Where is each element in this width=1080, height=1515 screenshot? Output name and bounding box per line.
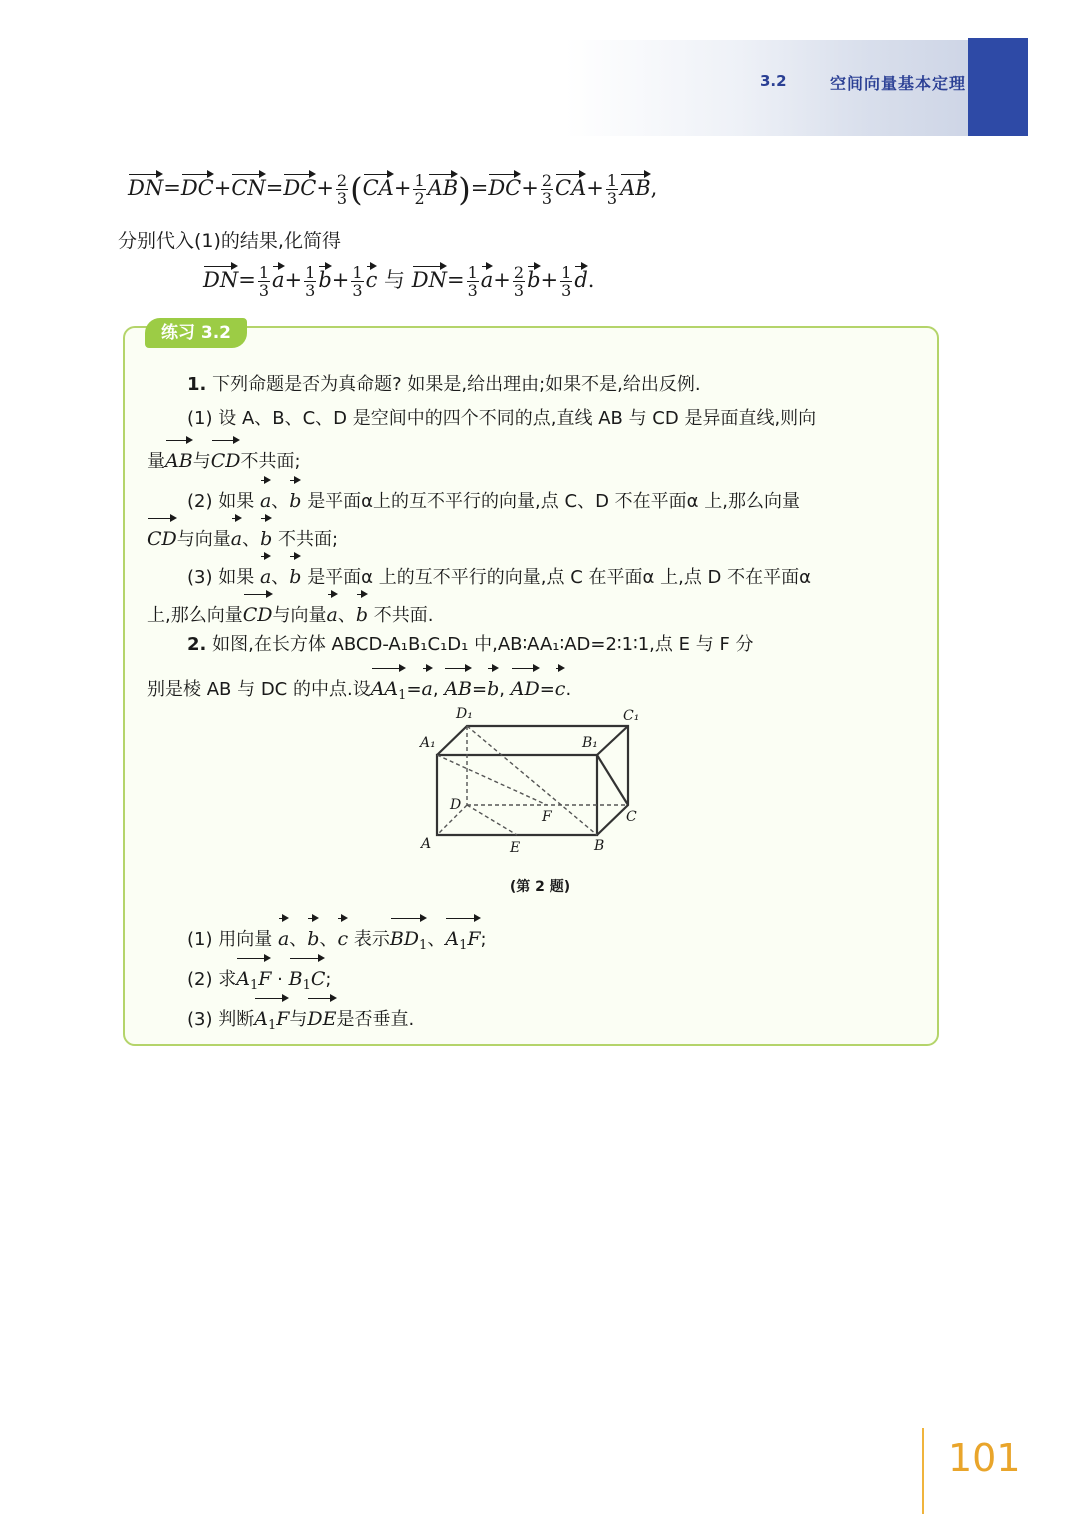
derivation-intro: 分别代入(1)的结果,化简得 <box>118 230 341 252</box>
label-b: B <box>594 838 605 854</box>
connector-text: 与 <box>384 268 406 292</box>
q1-part3-line2: 上,那么向量CD与向量a、b 不共面. <box>147 590 917 635</box>
header-accent-block <box>968 38 1028 136</box>
label-d: D <box>450 797 462 813</box>
exercise-tab: 练习 3.2 <box>145 318 247 348</box>
q1-part2-line2: CD与向量a、b 不共面; <box>147 514 917 559</box>
section-title: 空间向量基本定理 <box>830 74 967 93</box>
q2-sub2-text: (2) 求 <box>187 969 237 990</box>
section-number: 3.2 <box>760 72 787 90</box>
q1-p3-text-b: 与向量 <box>272 605 327 626</box>
label-e: E <box>510 840 521 856</box>
q1-p1-text-c: 不共面; <box>240 451 301 472</box>
q2-sub1-text-a: (1) 用向量 <box>187 929 273 950</box>
q1-part3-line1: (3) 如果 a、b 是平面α 上的互不平行的向量,点 C 在平面α 上,点 D 不在平面α <box>187 552 957 597</box>
q1-label: 1. <box>187 374 207 395</box>
q2-sub1-text-b: 表示 <box>353 929 390 950</box>
q2-line2-text: 别是棱 AB 与 DC 的中点.设 <box>147 679 371 700</box>
q2-sub3-text-b: 与 <box>289 1009 308 1030</box>
label-d1: D₁ <box>456 706 473 722</box>
label-f: F <box>542 809 552 825</box>
q2-line1-text: 如图,在长方体 ABCD-A₁B₁C₁D₁ 中,AB∶AA₁∶AD=2∶1∶1,点 E 与 F 分 <box>212 634 754 655</box>
label-c1: C₁ <box>623 708 640 724</box>
edge-b1-c1 <box>597 726 628 755</box>
q2-sub3: (3) 判断$A_1F$与DE是否垂直. <box>187 994 957 1045</box>
label-b1: B₁ <box>582 735 598 751</box>
q1-stem-text: 下列命题是否为真命题? 如果是,给出理由;如果不是,给出反例. <box>212 374 701 395</box>
segment-d-e <box>467 805 517 835</box>
q1-p2-text-b: 与向量 <box>176 529 231 550</box>
equation-dn-expansion: DN=DC+CN=DC+ $\frac{2}{3}$ (CA+ $\frac{1}{2}$ AB)=DC+ $\frac{2}{3}$ CA+ $\frac{1}{3}$ AB, <box>128 170 658 209</box>
cuboid-figure <box>410 700 650 860</box>
q1-p2-text-c: 不共面; <box>278 529 339 550</box>
q1-stem <box>187 366 957 404</box>
q1-p1-text-b: 与 <box>192 451 211 472</box>
label-c: C <box>626 809 637 825</box>
q1-p2-prefix: (2) 如果 <box>187 491 255 512</box>
q1-p3-prefix: (3) 如果 <box>187 567 255 588</box>
q2-sub1: (1) 用向量 a、b、c 表示$BD_1$、$A_1F$; <box>187 914 957 965</box>
q2-line2: 别是棱 AB 与 DC 的中点.设$AA_1=a$, AB=b, AD=c. <box>147 664 917 715</box>
q2-line1 <box>187 626 957 664</box>
figure-caption: (第 2 题) <box>509 879 571 895</box>
label-a1: A₁ <box>420 735 436 751</box>
front-face <box>437 755 597 835</box>
q1-part1-line1: (1) 设 A、B、C、D 是空间中的四个不同的点,直线 AB 与 CD 是异面直线,则向 <box>187 408 817 429</box>
label-a: A <box>421 836 432 852</box>
q2-label: 2. <box>187 634 207 655</box>
q1-p2-text: 是平面α上的互不平行的向量,点 C、D 不在平面α 上,那么向量 <box>307 491 800 512</box>
page-number: 101 <box>948 1436 1021 1480</box>
q2-sub2: (2) 求$A_1F \cdot B_1C$; <box>187 954 957 1005</box>
q1-p1-text-a: 量 <box>147 451 165 472</box>
q2-sub3-text-a: (3) 判断 <box>187 1009 255 1030</box>
diagonal-d1-b <box>467 726 597 835</box>
segment-b1-c <box>597 755 628 805</box>
equation-dn-result: DN= $\frac{1}{3}$ a+ $\frac{1}{3}$ b+ $\frac{1}{3}$ c 与 DN= $\frac{1}{3}$ a+ $\frac{2}{3}$ b+ $\frac{1}{3}$ d. <box>203 263 595 300</box>
q1-part1-line2: 量AB与CD不共面; <box>147 436 917 481</box>
q1-p3-text-c: 不共面. <box>373 605 434 626</box>
q2-sub3-text-c: 是否垂直. <box>336 1009 415 1030</box>
q1-p3-text-a: 上,那么向量 <box>147 605 243 626</box>
page-number-divider <box>922 1428 924 1514</box>
q1-p3-text: 是平面α 上的互不平行的向量,点 C 在平面α 上,点 D 不在平面α <box>307 567 811 588</box>
q1-part2-line1: (2) 如果 a、b 是平面α上的互不平行的向量,点 C、D 不在平面α 上,那么向量 <box>187 476 957 521</box>
